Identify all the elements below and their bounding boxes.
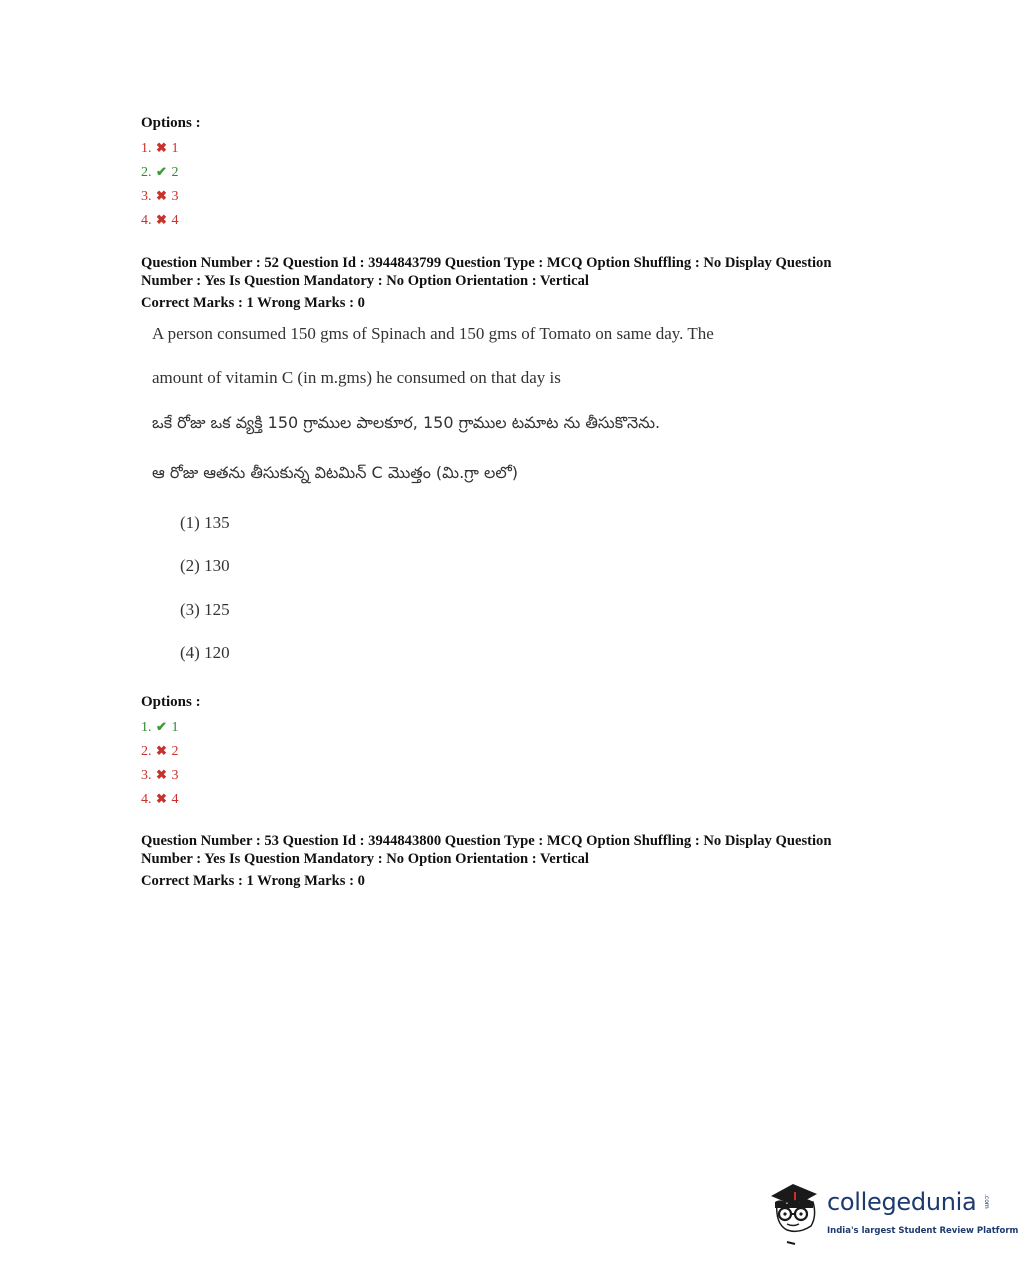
cross-icon: ✖ — [156, 188, 167, 203]
question-meta-line: Question Number : 53 Question Id : 3944843800 Question Type : MCQ Option Shuffling : No Display Question — [141, 833, 832, 849]
cross-icon: ✖ — [156, 743, 167, 758]
option-3: 3. ✖ 3 — [141, 184, 201, 208]
marks-line: Correct Marks : 1 Wrong Marks : 0 — [141, 295, 365, 311]
question-meta-line: Number : Yes Is Question Mandatory : No Option Orientation : Vertical — [141, 851, 589, 867]
brand-suffix: .com — [983, 1194, 990, 1209]
option-1: 1. ✖ 1 — [141, 136, 201, 160]
cross-icon: ✖ — [156, 791, 167, 806]
question-text-en: amount of vitamin C (in m.gms) he consumed on that day is — [152, 368, 561, 387]
choice-4: (4) 120 — [180, 643, 230, 662]
brand-name: collegedunia — [827, 1188, 977, 1216]
brand-tagline: India's largest Student Review Platform — [827, 1226, 1019, 1236]
collegedunia-logo — [765, 1178, 1019, 1248]
mascot-icon — [765, 1178, 825, 1248]
option-2: 2. ✖ 2 — [141, 739, 201, 763]
choice-1: (1) 135 — [180, 513, 230, 532]
options-title: Options : — [141, 694, 201, 710]
option-4: 4. ✖ 4 — [141, 787, 201, 811]
choice-2: (2) 130 — [180, 556, 230, 575]
question-text-en: A person consumed 150 gms of Spinach and 150 gms of Tomato on same day. The — [152, 324, 714, 343]
choice-3: (3) 125 — [180, 600, 230, 619]
cross-icon: ✖ — [156, 212, 167, 227]
question-text-te: ఒకే రోజు ఒక వ్యక్తి 150 గ్రాముల పాలకూర, 150 గ్రాముల టమాట ను తీసుకొనెను. — [152, 413, 661, 432]
option-1: 1. ✔ 1 — [141, 715, 201, 739]
question-meta-line: Number : Yes Is Question Mandatory : No Option Orientation : Vertical — [141, 273, 589, 289]
question-meta-line: Question Number : 52 Question Id : 3944843799 Question Type : MCQ Option Shuffling : No Display Question — [141, 255, 832, 271]
option-3: 3. ✖ 3 — [141, 763, 201, 787]
question-53-meta — [141, 832, 911, 890]
check-icon: ✔ — [156, 719, 167, 734]
marks-line: Correct Marks : 1 Wrong Marks : 0 — [141, 873, 365, 889]
question-text-te: ఆ రోజు ఆతను తీసుకున్న విటమిన్ C మొత్తం (మి.గ్రా లలో) — [152, 463, 519, 482]
options-title: Options : — [141, 115, 201, 131]
cross-icon: ✖ — [156, 767, 167, 782]
question-52-meta — [141, 254, 911, 312]
check-icon: ✔ — [156, 164, 167, 179]
cross-icon: ✖ — [156, 140, 167, 155]
options-block-prev — [141, 114, 201, 232]
option-2: 2. ✔ 2 — [141, 160, 201, 184]
option-4: 4. ✖ 4 — [141, 208, 201, 232]
options-block-52 — [141, 693, 201, 811]
